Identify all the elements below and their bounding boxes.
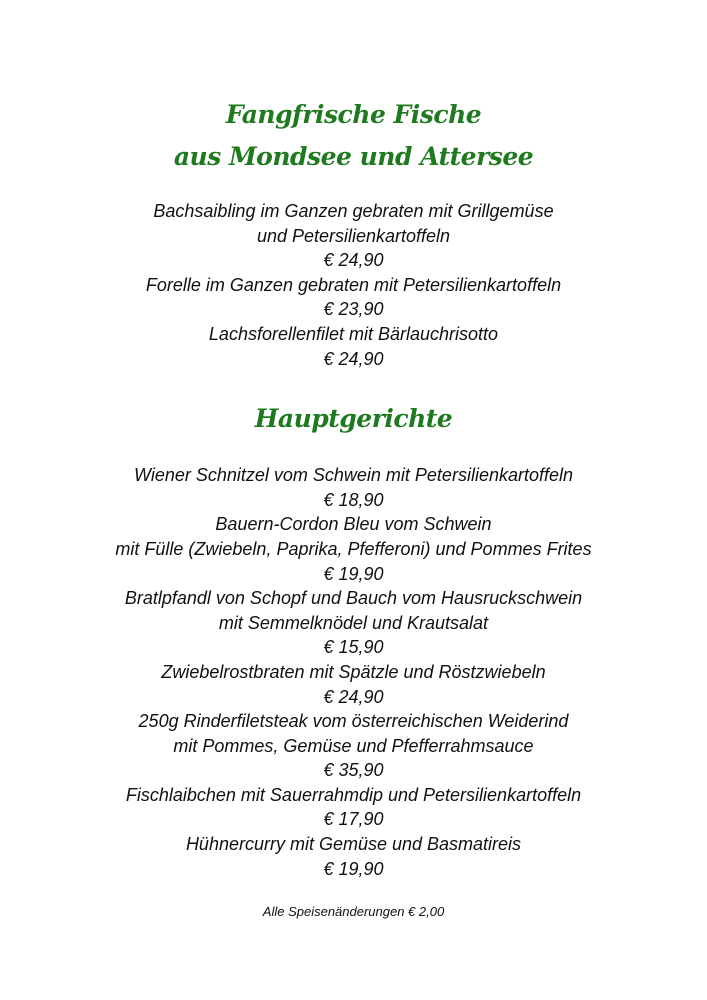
main-dish-list — [0, 463, 707, 881]
dish-description: Bauern-Cordon Bleu vom Schwein — [215, 514, 492, 535]
dish-price: € 17,90 — [323, 809, 384, 830]
dish-price: € 24,90 — [323, 250, 384, 271]
dish-price: € 18,90 — [323, 489, 384, 510]
dish-price: € 15,90 — [323, 637, 384, 658]
dish-price: € 24,90 — [323, 348, 384, 369]
fish-title-line-2: aus Mondsee und Attersee — [173, 142, 534, 171]
dish-price: € 23,90 — [323, 299, 384, 320]
main-section-title — [0, 398, 707, 440]
main-courses-section — [0, 398, 707, 881]
dish-description: Forelle im Ganzen gebraten mit Petersilienkartoffeln — [145, 274, 562, 295]
fish-dish-list — [0, 199, 707, 371]
dish-description: Bachsaibling im Ganzen gebraten mit Grillgemüse — [153, 201, 554, 221]
main-title-text: Hauptgerichte — [254, 404, 453, 434]
fish-section — [0, 94, 707, 371]
dish-description: Bratlpfandl von Schopf und Bauch vom Hausruckschwein — [124, 588, 583, 609]
dish-description: mit Pommes, Gemüse und Pfefferrahmsauce — [173, 735, 534, 756]
dish-price: € 19,90 — [323, 563, 384, 584]
dish-description: mit Semmelknödel und Krautsalat — [218, 612, 489, 633]
dish-description: Fischlaibchen mit Sauerrahmdip und Petersilienkartoffeln — [125, 784, 582, 805]
dish-description: mit Fülle (Zwiebeln, Paprika, Pfefferoni) und Pommes Frites — [115, 538, 592, 559]
fish-section-title — [0, 94, 707, 178]
fish-title-line-1: Fangfrische Fische — [225, 100, 482, 129]
dish-description: Hühnercurry mit Gemüse und Basmatireis — [185, 834, 522, 855]
dish-description: und Petersilienkartoffeln — [256, 225, 451, 246]
dish-price: € 19,90 — [323, 858, 384, 879]
dish-description: Lachsforellenfilet mit Bärlauchrisotto — [208, 323, 499, 344]
dish-description: 250g Rinderfiletsteak vom österreichischen Weiderind — [138, 711, 569, 732]
dish-price: € 35,90 — [323, 760, 384, 781]
dish-price: € 24,90 — [323, 686, 384, 707]
dish-description: Zwiebelrostbraten mit Spätzle und Röstzwiebeln — [161, 661, 546, 682]
dish-description: Wiener Schnitzel vom Schwein mit Petersilienkartoffeln — [133, 465, 573, 486]
modification-fee-note: Alle Speisenänderungen € 2,00 — [262, 904, 445, 920]
